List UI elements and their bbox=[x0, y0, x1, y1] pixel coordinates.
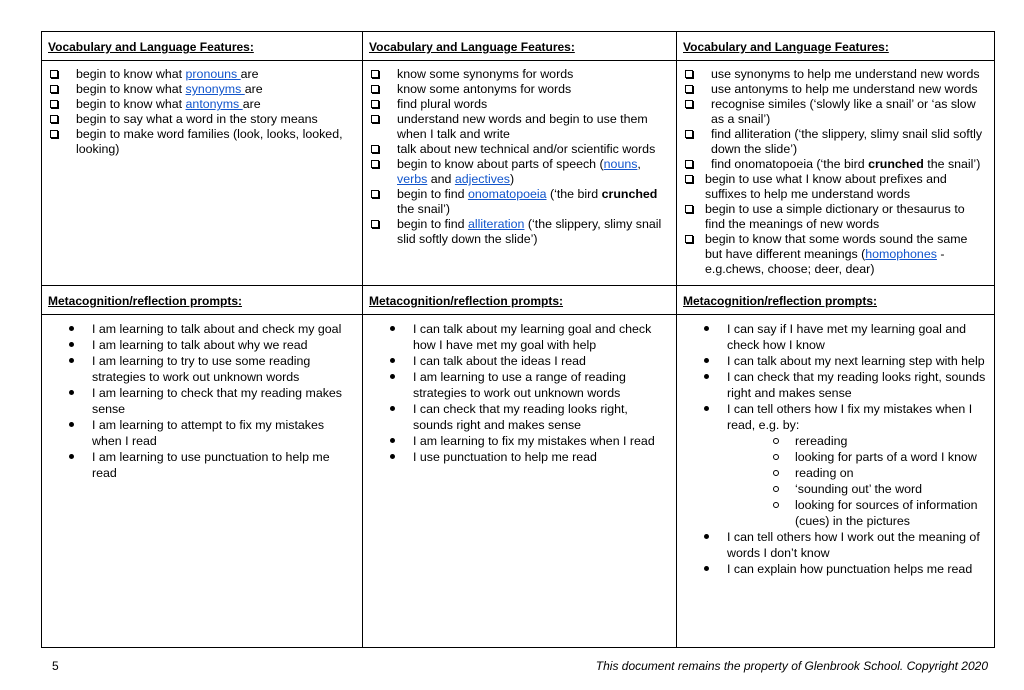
meta-list-2 bbox=[363, 315, 676, 465]
homophones-link[interactable]: homophones bbox=[865, 247, 937, 261]
checklist-item: find alliteration (‘the slippery, slimy snail slid softly down the slide’) bbox=[683, 127, 986, 157]
sub-bullet-item: looking for sources of information (cues) in the pictures bbox=[773, 497, 986, 529]
bullet-icon bbox=[704, 534, 709, 539]
checklist-item: know some synonyms for words bbox=[369, 67, 668, 82]
checkbox-icon bbox=[685, 70, 693, 78]
checkbox-icon bbox=[685, 175, 693, 183]
checkbox-icon bbox=[685, 130, 693, 138]
bullet-icon bbox=[69, 422, 74, 427]
checkbox-icon bbox=[50, 115, 58, 123]
bullet-icon bbox=[390, 358, 395, 363]
sub-bullet-item: looking for parts of a word I know bbox=[773, 449, 986, 465]
bullet-icon bbox=[69, 358, 74, 363]
checkbox-icon bbox=[371, 145, 379, 153]
vocab-cell-2 bbox=[363, 61, 677, 286]
circle-bullet-icon bbox=[773, 502, 779, 508]
bullet-icon bbox=[390, 374, 395, 379]
bullet-item: I am learning to check that my reading makes sense bbox=[48, 385, 354, 417]
checklist-item: understand new words and begin to use them when I talk and write bbox=[369, 112, 668, 142]
bullet-icon bbox=[390, 326, 395, 331]
circle-bullet-icon bbox=[773, 454, 779, 460]
sub-bullet-item: rereading bbox=[773, 433, 986, 449]
strategy-sublist bbox=[727, 433, 986, 529]
bullet-item: I am learning to use a range of reading strategies to work out unknown words bbox=[369, 369, 668, 401]
checklist-item: begin to use a simple dictionary or thesaurus to find the meanings of new words bbox=[683, 202, 986, 232]
checkbox-icon bbox=[371, 85, 379, 93]
meta-header-2: Metacognition/reflection prompts: bbox=[369, 294, 564, 308]
vocab-list-2 bbox=[363, 61, 676, 247]
checkbox-icon bbox=[371, 100, 379, 108]
bullet-icon bbox=[704, 406, 709, 411]
checklist-item: begin to know what synonyms are bbox=[48, 82, 354, 97]
checklist-item: use antonyms to help me understand new words bbox=[683, 82, 986, 97]
checkbox-icon bbox=[371, 190, 379, 198]
bullet-icon bbox=[704, 374, 709, 379]
checkbox-icon bbox=[371, 115, 379, 123]
checklist-item: know some antonyms for words bbox=[369, 82, 668, 97]
bullet-icon bbox=[390, 438, 395, 443]
bullet-icon bbox=[704, 358, 709, 363]
copyright-notice: This document remains the property of Glenbrook School. Copyright 2020 bbox=[595, 659, 988, 673]
checkbox-icon bbox=[371, 160, 379, 168]
bullet-icon bbox=[390, 406, 395, 411]
checklist-item: begin to know what antonyms are bbox=[48, 97, 354, 112]
onomatopoeia-link[interactable]: onomatopoeia bbox=[467, 187, 547, 201]
vocab-header-2: Vocabulary and Language Features: bbox=[369, 40, 575, 54]
bullet-item: I am learning to attempt to fix my mistakes when I read bbox=[48, 417, 354, 449]
vocab-list-1 bbox=[42, 61, 362, 157]
bullet-item: I can talk about my next learning step with help bbox=[683, 353, 986, 369]
checklist-item: begin to find alliteration (‘the slippery, slimy snail slid softly down the slide’) bbox=[369, 217, 668, 247]
bullet-item: I am learning to talk about and check my goal bbox=[48, 321, 354, 337]
checklist-item: begin to know that some words sound the same but have different meanings (homophones - e.g.chews, choose; deer, dear) bbox=[683, 232, 986, 277]
page-number: 5 bbox=[52, 659, 59, 673]
meta-header-1: Metacognition/reflection prompts: bbox=[48, 294, 243, 308]
bullet-icon bbox=[704, 566, 709, 571]
checklist-item: begin to know about parts of speech (nouns, verbs and adjectives) bbox=[369, 157, 668, 187]
bullet-item: I am learning to use punctuation to help me read bbox=[48, 449, 354, 481]
checklist-item: begin to make word families (look, looks, looked, looking) bbox=[48, 127, 354, 157]
meta-cell-3 bbox=[677, 315, 995, 648]
sub-bullet-item: ‘sounding out’ the word bbox=[773, 481, 986, 497]
vocab-header-cell-3 bbox=[677, 32, 995, 61]
meta-cell-2 bbox=[363, 315, 677, 648]
circle-bullet-icon bbox=[773, 486, 779, 492]
bullet-item: I am learning to fix my mistakes when I read bbox=[369, 433, 668, 449]
checklist-item: talk about new technical and/or scientific words bbox=[369, 142, 668, 157]
bullet-icon bbox=[390, 454, 395, 459]
vocab-cell-3 bbox=[677, 61, 995, 286]
alliteration-link[interactable]: alliteration bbox=[467, 217, 525, 231]
meta-header-3: Metacognition/reflection prompts: bbox=[683, 294, 878, 308]
bullet-item: I can check that my reading looks right, sounds right and makes sense bbox=[369, 401, 668, 433]
circle-bullet-icon bbox=[773, 438, 779, 444]
bullet-icon bbox=[69, 326, 74, 331]
checklist-item: begin to know what pronouns are bbox=[48, 67, 354, 82]
checkbox-icon bbox=[50, 70, 58, 78]
synonyms-link[interactable]: synonyms bbox=[185, 82, 245, 96]
meta-header-cell-2 bbox=[363, 286, 677, 315]
bullet-item: I can talk about the ideas I read bbox=[369, 353, 668, 369]
nouns-link[interactable]: nouns bbox=[603, 157, 638, 171]
meta-cell-1 bbox=[42, 315, 363, 648]
meta-header-cell-1 bbox=[42, 286, 363, 315]
checkbox-icon bbox=[371, 70, 379, 78]
bullet-item: I can check that my reading looks right, sounds right and makes sense bbox=[683, 369, 986, 401]
verbs-link[interactable]: verbs bbox=[397, 172, 428, 186]
checklist-item: find onomatopoeia (‘the bird crunched the snail’) bbox=[683, 157, 986, 172]
bullet-icon bbox=[69, 390, 74, 395]
checklist-item: begin to use what I know about prefixes and suffixes to help me understand words bbox=[683, 172, 986, 202]
bullet-item: I can tell others how I work out the meaning of words I don’t know bbox=[683, 529, 986, 561]
bullet-item: I can talk about my learning goal and check how I have met my goal with help bbox=[369, 321, 668, 353]
checkbox-icon bbox=[371, 220, 379, 228]
vocab-list-3 bbox=[677, 61, 994, 277]
checkbox-icon bbox=[50, 100, 58, 108]
bullet-icon bbox=[69, 342, 74, 347]
checklist-item: find plural words bbox=[369, 97, 668, 112]
circle-bullet-icon bbox=[773, 470, 779, 476]
checkbox-icon bbox=[50, 85, 58, 93]
checkbox-icon bbox=[685, 100, 693, 108]
bullet-item: I can tell others how I fix my mistakes when I read, e.g. by: rereading looking for parts of a word I know reading on ‘sounding out’ the word looking for sources of information (cues) in the pictures bbox=[683, 401, 986, 529]
vocab-cell-1 bbox=[42, 61, 363, 286]
adjectives-link[interactable]: adjectives bbox=[454, 172, 510, 186]
checkbox-icon bbox=[685, 85, 693, 93]
vocab-header-1: Vocabulary and Language Features: bbox=[48, 40, 254, 54]
checklist-item: begin to find onomatopoeia (‘the bird crunched the snail’) bbox=[369, 187, 668, 217]
bullet-icon bbox=[704, 326, 709, 331]
meta-list-3 bbox=[677, 315, 994, 577]
curriculum-table bbox=[41, 31, 995, 648]
meta-header-cell-3 bbox=[677, 286, 995, 315]
checkbox-icon bbox=[685, 205, 693, 213]
checklist-item: begin to say what a word in the story means bbox=[48, 112, 354, 127]
checkbox-icon bbox=[685, 235, 693, 243]
bullet-item: I can say if I have met my learning goal and check how I know bbox=[683, 321, 986, 353]
vocab-header-3: Vocabulary and Language Features: bbox=[683, 40, 889, 54]
bullet-item: I am learning to try to use some reading strategies to work out unknown words bbox=[48, 353, 354, 385]
vocab-header-cell-2 bbox=[363, 32, 677, 61]
checklist-item: use synonyms to help me understand new words bbox=[683, 67, 986, 82]
sub-bullet-item: reading on bbox=[773, 465, 986, 481]
checkbox-icon bbox=[50, 130, 58, 138]
bullet-item: I use punctuation to help me read bbox=[369, 449, 668, 465]
pronouns-link[interactable]: pronouns bbox=[185, 67, 241, 81]
checkbox-icon bbox=[685, 160, 693, 168]
vocab-header-cell-1 bbox=[42, 32, 363, 61]
bullet-icon bbox=[69, 454, 74, 459]
checklist-item: recognise similes (‘slowly like a snail’ or ‘as slow as a snail’) bbox=[683, 97, 986, 127]
bullet-item: I can explain how punctuation helps me read bbox=[683, 561, 986, 577]
bullet-item: I am learning to talk about why we read bbox=[48, 337, 354, 353]
antonyms-link[interactable]: antonyms bbox=[185, 97, 243, 111]
meta-list-1 bbox=[42, 315, 362, 481]
